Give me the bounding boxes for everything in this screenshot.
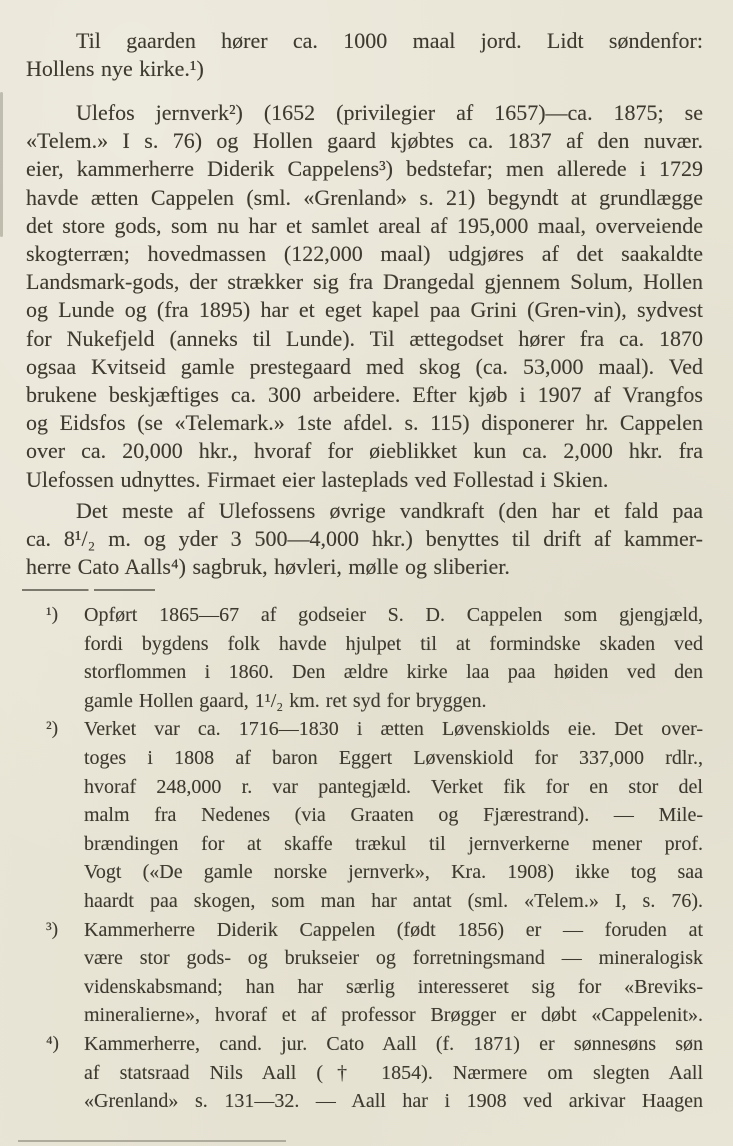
footnote-3 (26, 916, 703, 1030)
footnote-marker: ²) (46, 718, 59, 740)
next-page-edge-artifact (18, 1140, 286, 1142)
footnote-marker: ⁴) (46, 1032, 59, 1054)
text-line: og Lunde og (fra 1895) har et eget kapel paa Grini (Gren-vin), sydvest (26, 297, 703, 323)
footnotes-section (26, 601, 703, 1116)
text-line: Vogt («De gamle norske jernverk», Kra. 1908) ikke tog saa (84, 861, 703, 884)
text-line: Ulefos jernverk²) (1652 (privilegier af 1657)—ca. 1875; se (76, 100, 703, 125)
scan-edge-artifact (0, 92, 3, 237)
footnote-marker: ³) (46, 918, 59, 940)
footnote-separator (22, 589, 155, 591)
text-line: Kammerherre, cand. jur. Cato Aall (f. 1871) er sønnesøns søn (84, 1032, 703, 1055)
text-line: over ca. 20,000 hkr., hvoraf for øieblikket kun ca. 2,000 hkr. fra (26, 438, 703, 464)
text-line: skogterræn; hovedmassen (122,000 maal) udgjøres af det saakaldte (26, 241, 703, 267)
footnote-marker: ¹) (46, 604, 59, 625)
body-paragraph-1 (26, 27, 703, 83)
text-line: videnskabsmand; han har særlig interesseret sig for «Breviks- (84, 975, 703, 998)
text-line: det store gods, som nu har et samlet areal af 195,000 maal, overveiende (26, 212, 703, 238)
text-line: herre Cato Aalls⁴) sagbruk, høvleri, mølle og sliberier. (26, 554, 510, 580)
text-line: ca. 8¹/₂ m. og yder 3 500—4,000 hkr.) benyttes til drift af kammer- (26, 526, 703, 552)
text-line: Det meste af Ulefossens øvrige vandkraft (den har et fald paa (76, 498, 703, 523)
text-line: af statsraad Nils Aall († 1854). Nærmere om slegten Aall (84, 1061, 703, 1084)
text-line: for Nukefjeld (anneks til Lunde). Til ættegodset hører fra ca. 1870 (26, 325, 703, 351)
footnote-1 (26, 601, 703, 715)
text-line: brukene beskjæftiges ca. 300 arbeidere. Efter kjøb i 1907 af Vrangfos (26, 382, 703, 408)
text-line: gamle Hollen gaard, 1¹/₂ km. ret syd for bryggen. (84, 689, 487, 712)
text-line: Opført 1865—67 af godseier S. D. Cappelen som gjengjæld, (84, 604, 703, 626)
text-line: eier, kammerherre Diderik Cappelens³) bedstefar; men allerede i 1729 (26, 156, 703, 182)
text-line: ogsaa Kvitseid gamle prestegaard med skog (ca. 53,000 maal). Ved (26, 353, 703, 379)
text-line: brændingen for at skaffe trækul til jernverkerne mener prof. (84, 832, 703, 855)
text-line: Kammerherre Diderik Cappelen (født 1856) er — foruden at (84, 918, 703, 941)
text-line: Ulefossen udnyttes. Firmaet eier lasteplads ved Follestad i Skien. (26, 466, 609, 492)
body-paragraph-3 (26, 497, 703, 582)
text-line: Verket var ca. 1716—1830 i ætten Løvenskiolds eie. Det over- (84, 718, 703, 741)
text-line: hvoraf 248,000 r. var pantegjæld. Verket fik for en stor del (84, 775, 703, 798)
text-line: og Eidsfos (se «Telemark.» 1ste afdel. s. 115) disponerer hr. Cappelen (26, 410, 703, 436)
footnote-4 (26, 1030, 703, 1116)
text-line: malm fra Nedenes (via Graaten og Fjærestrand). — Mile- (84, 804, 703, 827)
body-paragraph-2 (26, 99, 703, 494)
footnote-2 (26, 715, 703, 915)
text-line: Hollens nye kirke.¹) (26, 56, 204, 82)
text-line: «Telem.» I s. 76) og Hollen gaard kjøbtes ca. 1837 af den nuvær. (26, 128, 703, 154)
text-line: Til gaarden hører ca. 1000 maal jord. Lidt søndenfor: (76, 28, 703, 53)
text-line: være stor gods- og brukseier og forretningsmand — mineralogisk (84, 947, 703, 970)
text-line: haardt paa skogen, som man har antat (sml. «Telem.» I, s. 76). (84, 889, 703, 912)
text-line: Landsmark-gods, der strækker sig fra Drangedal gjennem Solum, Hollen (26, 269, 703, 295)
text-line: toges i 1808 af baron Eggert Løvenskiold for 337,000 rdlr., (84, 746, 703, 769)
text-line: storflommen i 1860. Den ældre kirke laa paa høiden ved den (84, 661, 703, 684)
text-line: fordi bygdens folk havde hjulpet til at formindske skaden ved (84, 632, 703, 655)
text-line: mineralierne», hvoraf et af professor Brøgger er døbt «Cappelenit». (84, 1004, 703, 1027)
text-line: «Grenland» s. 131—32. — Aall har i 1908 ved arkivar Haagen (84, 1090, 703, 1113)
text-line: havde ætten Cappelen (sml. «Grenland» s. 21) begyndt at grundlægge (26, 184, 703, 210)
